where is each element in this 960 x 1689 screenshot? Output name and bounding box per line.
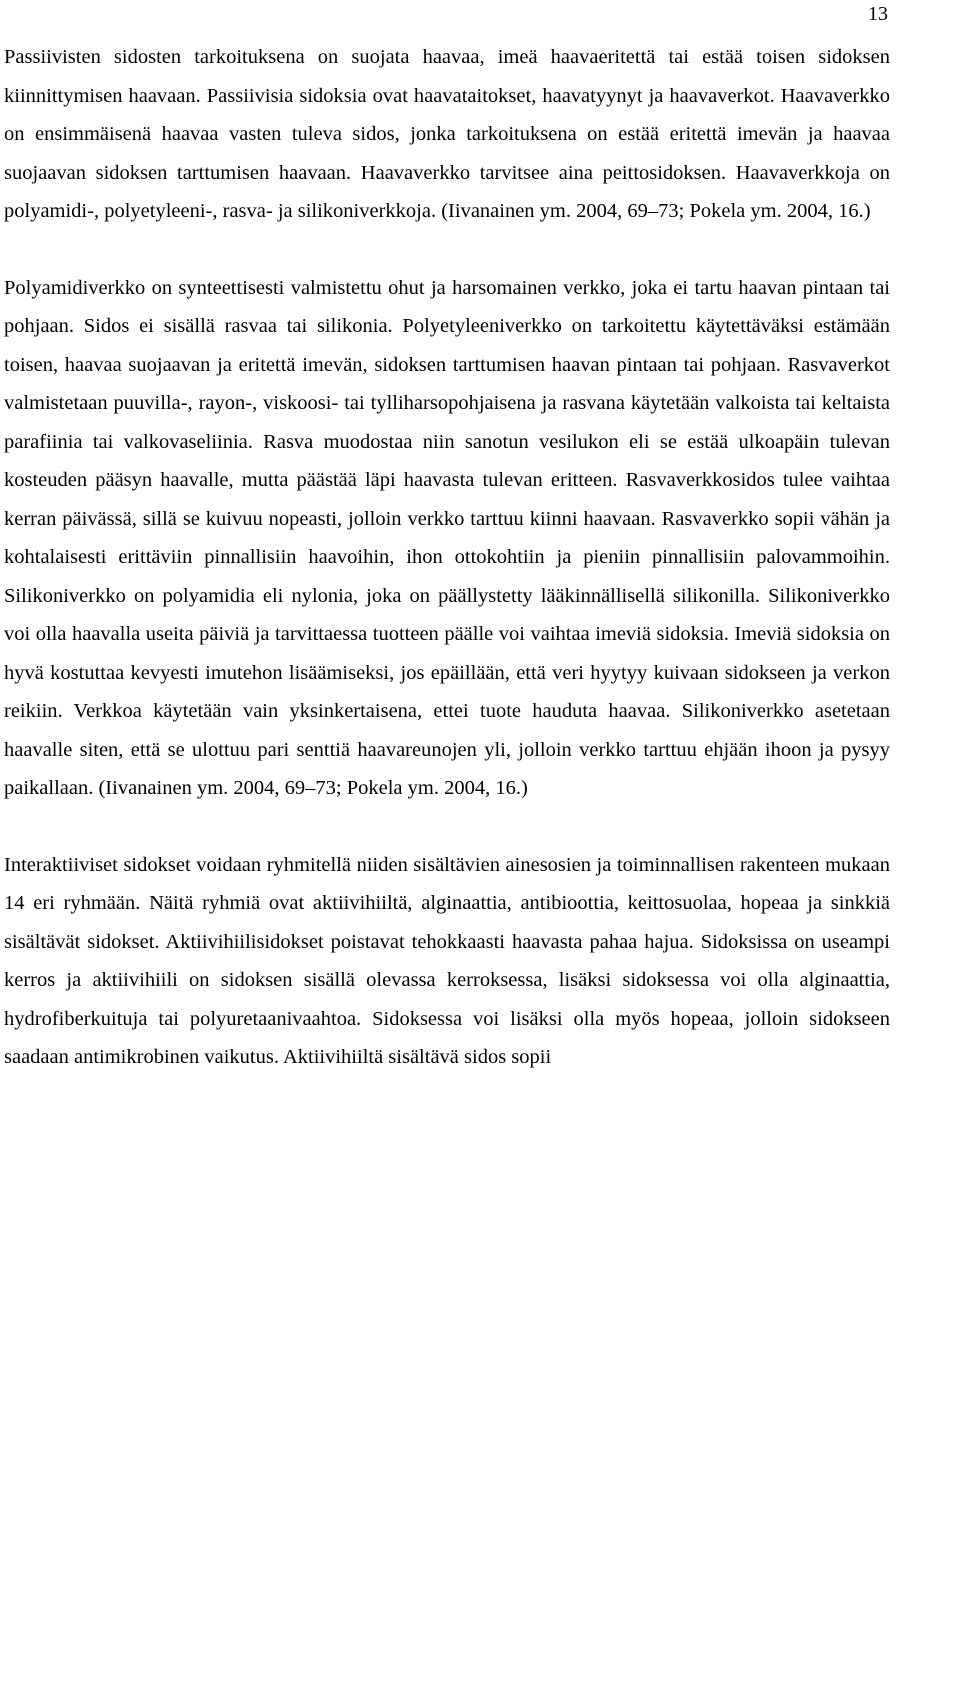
document-body (4, 38, 890, 1077)
paragraph-passive-dressings: Passiivisten sidosten tarkoituksena on suojata haavaa, imeä haavaeritettä tai estää toisen sidoksen kiinnittymisen haavaan. Passiivisia sidoksia ovat haavataitokset, haavatyynyt ja haavaverkot. Haavaverkko on ensimmäisenä haavaa vasten tuleva sidos, jonka tarkoituksena on estää eritettä imevän ja haavaa suojaavan sidoksen tarttumisen haavaan. Haavaverkko tarvitsee aina peittosidoksen. Haavaverkkoja on polyamidi-, polyetyleeni-, rasva- ja silikoniverkkoja. (Iivanainen ym. 2004, 69–73; Pokela ym. 2004, 16.) (4, 46, 890, 222)
page-number: 13 (868, 3, 888, 25)
paragraph-mesh-types: Polyamidiverkko on synteettisesti valmistettu ohut ja harsomainen verkko, joka ei tartu haavan pintaan tai pohjaan. Sidos ei sisällä rasvaa tai silikonia. Polyetyleeniverkko on tarkoitettu käytettäväksi estämään toisen, haavaa suojaavan ja eritettä imevän, sidoksen tarttumisen haavan pintaan tai pohjaan. Rasvaverkot valmistetaan puuvilla-, rayon-, viskoosi- tai tylliharsopohjaisena ja rasvana käytetään valkoista tai keltaista parafiinia tai valkovaseliinia. Rasva muodostaa niin sanotun vesilukon eli se estää ulkoapäin tulevan kosteuden pääsyn haavalle, mutta päästää läpi haavasta tulevan eritteen. Rasvaverkkosidos tulee vaihtaa kerran päivässä, sillä se kuivuu nopeasti, jolloin verkko tarttuu kiinni haavaan. Rasvaverkko sopii vähän ja kohtalaisesti erittäviin pinnallisiin haavoihin, ihon ottokohtiin ja pieniin pinnallisiin palovammoihin. Silikoniverkko on polyamidia eli nylonia, joka on päällystetty lääkinnällisellä silikonilla. Silikoniverkko voi olla haavalla useita päiviä ja tarvittaessa tuotteen päälle voi vaihtaa imeviä sidoksia. Imeviä sidoksia on hyvä kostuttaa kevyesti imutehon lisäämiseksi, jos epäillään, että veri hyytyy kuivaan sidokseen ja verkon reikiin. Verkkoa käytetään vain yksinkertaisena, ettei tuote hauduta haavaa. Silikoniverkko asetetaan haavalle siten, että se ulottuu pari senttiä haavareunojen yli, jolloin verkko tarttuu ehjään ihoon ja pysyy paikallaan. (Iivanainen ym. 2004, 69–73; Pokela ym. 2004, 16.) (4, 276, 890, 799)
paragraph-interactive-dressings: Interaktiiviset sidokset voidaan ryhmitellä niiden sisältävien ainesosien ja toiminnallisen rakenteen mukaan 14 eri ryhmään. Näitä ryhmiä ovat aktiivihiiltä, alginaattia, antibioottia, keittosuolaa, hopeaa ja sinkkiä sisältävät sidokset. Aktiivihiilisidokset poistavat tehokkaasti haavasta pahaa hajua. Sidoksissa on useampi kerros ja aktiivihiili on sidoksen sisällä olevassa kerroksessa, lisäksi sidoksessa voi olla alginaattia, hydrofiberkuituja tai polyuretaanivaahtoa. Sidoksessa voi lisäksi olla myös hopeaa, jolloin sidokseen saadaan antimikrobinen vaikutus. Aktiivihiiltä sisältävä sidos sopii (4, 853, 890, 1068)
